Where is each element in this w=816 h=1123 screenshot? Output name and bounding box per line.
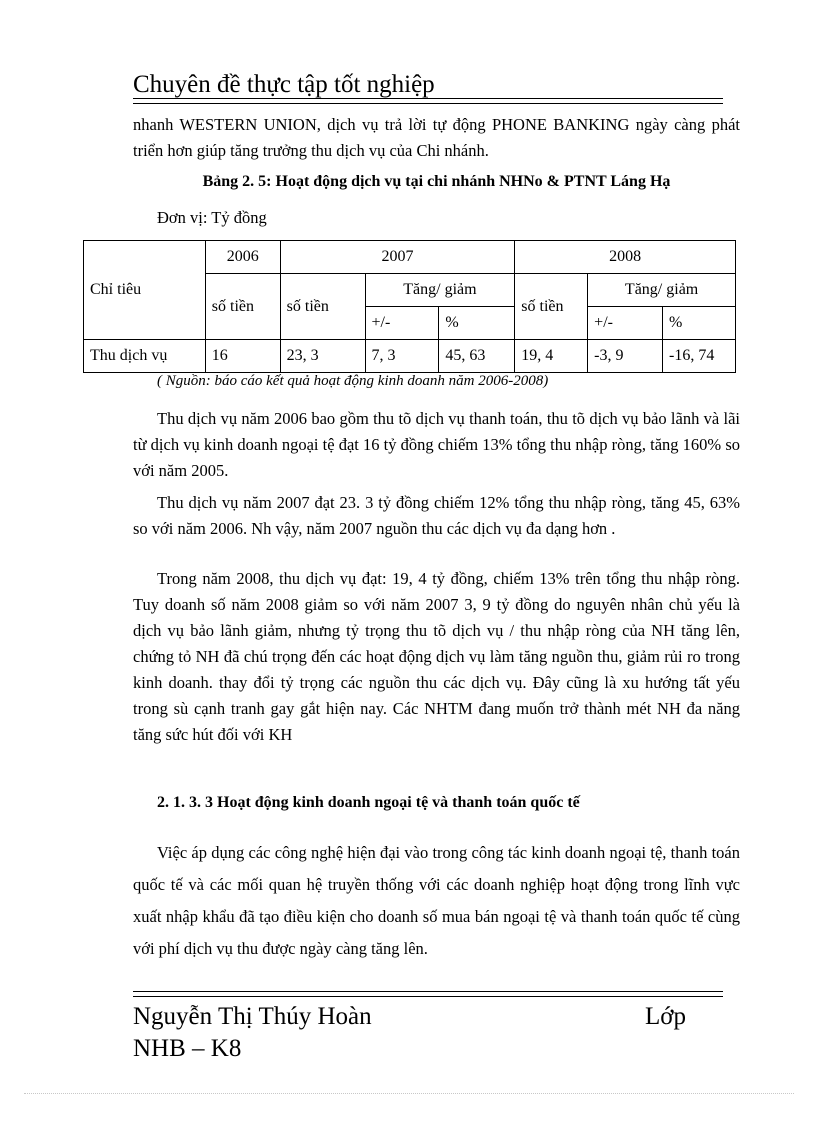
paragraph-2008: Trong năm 2008, thu dịch vụ đạt: 19, 4 tỷ đồng, chiếm 13% trên tổng thu nhập ròng. Tuy doanh số năm 2008 giảm so với năm 2007 3, 9 tỷ đồng do nguyên nhân chủ yếu là dịch vụ bảo lãnh giảm, nhưng tỷ trọng thu tõ dịch vụ / thu nhập ròng của NH tăng lên, chứng tỏ NH đã chú trọng đến các hoạt động dịch vụ làm tăng nguồn thu, giảm rủi ro trong kinh doanh. thay đổi tỷ trọng các nguồn thu các dịch vụ. Đây cũng là xu hướng tất yếu trong sù cạnh tranh gay gắt hiện nay. Các NHTM đang muốn trở thành mét NH đa năng tăng sức hút đối với KH bbox=[133, 569, 740, 744]
paragraph-2006: Thu dịch vụ năm 2006 bao gồm thu tõ dịch vụ thanh toán, thu tõ dịch vụ bảo lãnh và lãi từ dịch vụ kinh doanh ngoại tệ đạt 16 tỷ đồng chiếm 13% tổng thu nhập ròng, tăng 160% so với năm 2005. bbox=[133, 409, 740, 480]
section-paragraph: Việc áp dụng các công nghệ hiện đại vào trong công tác kinh doanh ngoại tệ, thanh toán quốc tế và các mối quan hệ truyền thống với các doanh nghiệp hoạt động trong lĩnh vực xuất nhập khẩu đã tạo điều kiện cho doanh số mua bán ngoại tệ và thanh toán quốc tế cùng với phí dịch vụ thu được ngày càng tăng lên. bbox=[133, 843, 740, 958]
table-row bbox=[84, 340, 736, 373]
value-2008-amount: 19, 4 bbox=[515, 340, 588, 373]
footer-author: Nguyễn Thị Thúy Hoàn bbox=[133, 1003, 372, 1030]
page-header-title: Chuyên đề thực tập tốt nghiệp bbox=[133, 71, 435, 98]
value-2008-pct: -16, 74 bbox=[663, 340, 736, 373]
change-2007-header: Tăng/ giảm bbox=[365, 274, 515, 307]
pct-2007-header: % bbox=[439, 307, 515, 340]
service-activity-table bbox=[83, 240, 736, 373]
value-2007-diff: 7, 3 bbox=[365, 340, 439, 373]
section-heading: 2. 1. 3. 3 Hoạt động kinh doanh ngoại tệ và thanh toán quốc tế bbox=[157, 794, 580, 811]
value-2007-amount: 23, 3 bbox=[280, 340, 365, 373]
pct-2008-header: % bbox=[663, 307, 736, 340]
amount-2007-header: số tiền bbox=[280, 274, 365, 340]
page-boundary bbox=[24, 1093, 794, 1094]
year-2007-header: 2007 bbox=[280, 241, 515, 274]
diff-2007-header: +/- bbox=[365, 307, 439, 340]
value-2007-pct: 45, 63 bbox=[439, 340, 515, 373]
amount-2006-header: số tiền bbox=[205, 274, 280, 340]
paragraph-2007: Thu dịch vụ năm 2007 đạt 23. 3 tỷ đồng chiếm 12% tổng thu nhập ròng, tăng 45, 63% so với năm 2006. Nh vậy, năm 2007 nguồn thu các dịch vụ đa dạng hơn . bbox=[133, 493, 740, 538]
row-header-cell: Chỉ tiêu bbox=[84, 241, 206, 340]
intro-paragraph: nhanh WESTERN UNION, dịch vụ trả lời tự động PHONE BANKING ngày càng phát triển hơn giúp tăng trưởng thu dịch vụ của Chi nhánh. bbox=[133, 115, 740, 160]
footer-class-name: NHB – K8 bbox=[133, 1035, 242, 1062]
table-unit: Đơn vị: Tỷ đồng bbox=[157, 208, 267, 227]
row-label: Thu dịch vụ bbox=[84, 340, 206, 373]
footer-class-label: Lớp bbox=[645, 1003, 686, 1030]
diff-2008-header: +/- bbox=[588, 307, 663, 340]
table-source: ( Nguồn: báo cáo kết quả hoạt động kinh doanh năm 2006-2008) bbox=[157, 373, 549, 389]
header-divider bbox=[133, 98, 723, 104]
value-2006: 16 bbox=[205, 340, 280, 373]
footer-divider bbox=[133, 991, 723, 997]
table-row bbox=[84, 241, 736, 274]
value-2008-diff: -3, 9 bbox=[588, 340, 663, 373]
table-caption: Bảng 2. 5: Hoạt động dịch vụ tại chi nhánh NHNo & PTNT Láng Hạ bbox=[202, 173, 671, 190]
change-2008-header: Tăng/ giảm bbox=[588, 274, 736, 307]
year-2006-header: 2006 bbox=[205, 241, 280, 274]
amount-2008-header: số tiền bbox=[515, 274, 588, 340]
year-2008-header: 2008 bbox=[515, 241, 736, 274]
